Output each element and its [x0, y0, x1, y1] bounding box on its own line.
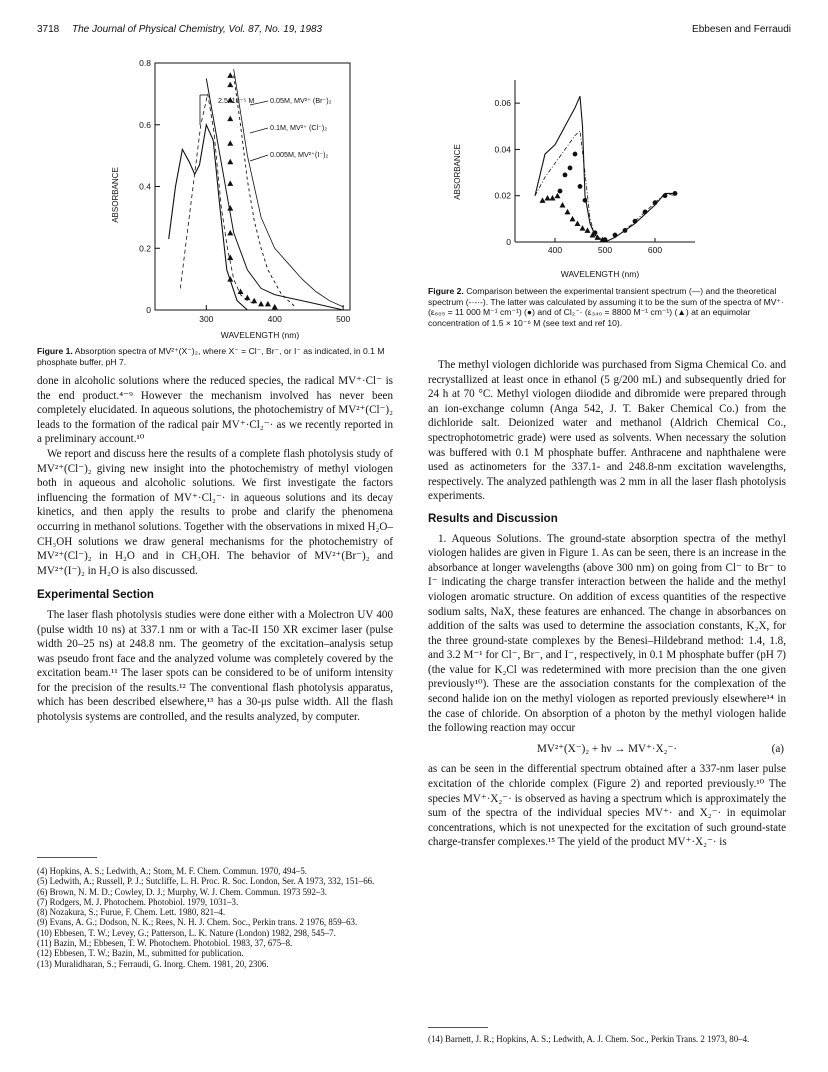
reference-item: (7) Rodgers, M. J. Photochem. Photobiol. 1979, 1031–3.	[37, 896, 239, 907]
x-tick-label: 600	[647, 245, 663, 255]
triangle-marker	[560, 202, 566, 208]
y-tick-label: 0.6	[139, 119, 151, 130]
circle-marker	[568, 166, 573, 171]
y-tick-label: 0.8	[139, 58, 151, 68]
circle-marker	[613, 233, 618, 238]
x-tick-label: 400	[267, 314, 282, 324]
annotation-label: 0.005M, MV²⁺(I⁻)₂	[270, 150, 329, 159]
circle-marker	[578, 184, 583, 189]
circle-marker	[558, 189, 563, 194]
figure-1-xlabel: WAVELENGTH (nm)	[220, 330, 300, 340]
right-references	[428, 1034, 786, 1044]
triangle-marker	[265, 301, 271, 307]
theoretical-line	[535, 131, 675, 242]
circle-marker	[663, 193, 668, 198]
left-column	[37, 374, 393, 725]
equation-tag: (a)	[771, 742, 784, 755]
circle-marker	[633, 219, 638, 224]
triangle-marker	[258, 301, 264, 307]
annotation-line	[250, 155, 268, 161]
figure-2-chart	[440, 72, 705, 282]
circle-marker	[573, 152, 578, 157]
right-paragraph-3: as can be seen in the differential spectrum obtained after a 337-nm laser pulse excitation of the chloride complex (Figure 2) and reported previously.¹⁰ The species MV⁺·X₂⁻· is observed as having a spectrum which is approximately the sum of the spectra of the individual species MV⁺· and X₂⁻· in equimolar concentrations, which is not unexpected for the excitation of such ground-state charge-transfer complexes.¹⁵ The yield of the product MV⁺·X₂⁻· is	[428, 763, 786, 849]
y-tick-label: 0.06	[494, 98, 511, 109]
triangle-marker	[227, 276, 233, 282]
footnote-rule-right	[428, 1027, 488, 1028]
circle-marker	[643, 210, 648, 215]
triangle-marker	[244, 295, 250, 301]
reference-item: (4) Hopkins, A. S.; Ledwith, A.; Stom, M. F. Chem. Commun. 1970, 494–5.	[37, 866, 307, 876]
figure-2-ylabel: ABSORBANCE	[453, 144, 462, 200]
experimental-line	[535, 96, 675, 242]
triangle-marker	[570, 216, 576, 222]
journal-title: The Journal of Physical Chemistry, Vol. 87, No. 19, 1983	[72, 24, 323, 35]
triangle-marker	[540, 197, 546, 202]
y-tick-label: 0.02	[494, 190, 511, 201]
triangle-marker	[227, 230, 233, 236]
series-line-bromide	[234, 75, 296, 307]
triangle-marker	[227, 180, 233, 186]
y-tick-label: 0	[146, 305, 151, 315]
x-tick-label: 400	[547, 245, 563, 255]
reference-item: (8) Nozakura, S.; Furue, F. Chem. Lett. 1980, 821–4.	[37, 907, 226, 918]
triangle-marker	[227, 82, 233, 88]
reference-item: (13) Muralidharan, S.; Ferraudi, G. Inorg. Chem. 1981, 20, 2306.	[37, 958, 269, 969]
figure-1-caption-text: Absorption spectra of MV²⁺(X⁻)₂, where X⁻ = Cl⁻, Br⁻, or I⁻ as indicated, in 0.1 M phosphate buffer, pH 7.	[37, 346, 385, 367]
y-tick-label: 0	[506, 237, 511, 247]
triangle-marker	[565, 209, 571, 215]
figure-2-caption-text: Comparison between the experimental transient spectrum (—) and the theoretical spectrum (-·-·-). The latter was calculated by assuming it to be the sum of the spectra of MV⁺· (ε₆₀₅ = 11 000 M⁻¹ cm⁻¹) (●) and of Cl₂⁻· (ε₃₄₀ = 8800 M⁻¹ cm⁻¹) (▲) at an equimolar concentration of 1.5 × 10⁻⁶ M (see text and ref 10).	[428, 286, 784, 328]
annotation-label: 0.1M, MV²⁺ (Cl⁻)₂	[270, 123, 328, 132]
x-tick-label: 500	[336, 314, 351, 324]
annotation-label: 0.05M, MV²⁺ (Br⁻)₂	[270, 96, 332, 105]
right-paragraph-2: 1. Aqueous Solutions. The ground-state absorption spectra of the methyl viologen halides are given in Figure 1. As can be seen, there is an increase in the absorbance at longer wavelengths (above 300 nm) on going from Cl⁻ to Br⁻ to I⁻ indicating the charge transfer interaction between the halide and the methyl viologen aromatic structure. On addition of excess quantities of the respective sodium salts, NaX, these features are enhanced. The change in absorbances on addition of the salts was used to determine the association constants, K₂X, for the three ground-state complexes by the Benesi–Hildebrand method: 1.4, 1.8, and 3.2 M⁻¹ for Cl⁻, Br⁻, and I⁻, respectively, in 0.1 M phosphate buffer (pH 7) (the value for K₂Cl was redetermined with more precision than the one given previously¹⁰). These are the association constants for the complexation of the second halide ion on the methyl viologen as reported previously elsewhere¹⁴ in the case of chloride. On absorption of a photon by the methyl viologen halide the following reaction may occur	[428, 532, 786, 735]
left-paragraph-1: done in alcoholic solutions where the reduced species, the radical MV⁺·Cl⁻ is the end product.⁴⁻⁹ However the mechanism involved has never been completely elucidated. In aqueous solutions, the photochemistry of MV²⁺(Cl⁻)₂ leads to the formation of the radical pair MV⁺·Cl₂⁻· as we recently reported in a preliminary account.¹⁰	[37, 375, 393, 446]
equation-text: MV²⁺(X⁻)₂ + hν → MV⁺·X₂⁻·	[536, 742, 678, 755]
left-paragraph-2: We report and discuss here the results of a complete flash photolysis study of MV²⁺(Cl⁻)₂ giving new insight into the photochemistry of methyl viologen both in aqueous and alcoholic solutions. We first investigate the factors influencing the formation of MV⁺·Cl₂⁻· in aqueous solutions and its decay kinetics, and then apply the results to probe and clarify the phenomena occurring in methanol solutions. Together with the observations in mixed H₂O–CH₃OH solutions we draw general mechanisms for the photochemistry of MV²⁺(Cl⁻)₂ in H₂O and in CH₃OH. The behavior of MV²⁺(Br⁻)₂ and MV²⁺(I⁻)₂ in H₂O is also discussed.	[37, 447, 393, 577]
series-line-dashed	[180, 94, 255, 304]
reference-item: (12) Ebbesen, T. W.; Bazin, M., submitted for publication.	[37, 948, 244, 959]
triangle-marker	[227, 159, 233, 165]
triangle-marker	[227, 255, 233, 261]
triangle-marker	[550, 195, 556, 201]
x-tick-label: 500	[597, 245, 613, 255]
section-heading-results: Results and Discussion	[428, 512, 558, 525]
y-tick-label: 0.4	[139, 181, 151, 192]
right-paragraph-1: The methyl viologen dichloride was purchased from Sigma Chemical Co. and recrystallized at least once in ethanol (5 g/200 mL) and subsequently dried for 24 h at 70 °C. Methyl viologen diiodide and dibromide were prepared through an ion-exchange column (Anga 542, J. T. Baker Chemical Co.) from the dichloride salt. Deionized water and methanol (Aldrich Chemical Co., spectrophotometric grade) were used as solvents. When necessary the solution was buffered with 0.1 M phosphate buffer. Anthracene and naphthalene were used as actinometers for the 337.1- and 248.8-nm excitation wavelengths, respectively. The analyzed pathlength was 2 mm in all the laser flash photolysis experiments.	[428, 359, 786, 503]
triangle-marker	[227, 116, 233, 122]
reference-item: (10) Ebbesen, T. W.; Levey, G.; Patterson, L. K. Nature (London) 1982, 298, 545–7.	[37, 927, 336, 938]
figure-1-ylabel: ABSORBANCE	[111, 167, 120, 223]
reference-item: (11) Bazin, M.; Ebbesen, T. W. Photochem. Photobiol. 1983, 37, 675–8.	[37, 938, 293, 949]
reference-item: (14) Barnett, J. R.; Hopkins, A. S.; Ledwith, A. J. Chem. Soc., Perkin Trans. 2 1973, 80–4.	[428, 1034, 750, 1044]
triangle-marker	[585, 227, 591, 233]
page-number: 3718	[37, 24, 60, 35]
equation-a	[428, 742, 786, 757]
figure-1-chart	[100, 55, 395, 345]
figure-2-caption	[428, 286, 786, 328]
triangle-marker	[272, 304, 278, 310]
circle-marker	[563, 172, 568, 177]
running-authors: Ebbesen and Ferraudi	[692, 24, 791, 35]
right-column	[428, 358, 786, 850]
y-tick-label: 0.04	[494, 144, 511, 155]
footnote-rule-left	[37, 857, 97, 858]
y-tick-label: 0.2	[139, 243, 151, 254]
circle-marker	[623, 228, 628, 233]
triangle-marker	[227, 205, 233, 211]
reference-item: (6) Brown, N. M. D.; Cowley, D. J.; Murphy, W. J. Chem. Commun. 1973 592–3.	[37, 886, 327, 897]
triangle-marker	[227, 140, 233, 146]
triangle-marker	[555, 193, 561, 199]
reference-item: (5) Ledwith, A.; Russell, P. J.; Sutcliffe, L. H. Proc. R. Soc. London, Ser. A 1973, 332, 151–66.	[37, 876, 375, 887]
figure-1-caption	[37, 346, 387, 367]
reference-item: (9) Evans, A. G.; Dodson, N. K.; Rees, N. H. J. Chem. Soc., Perkin trans. 2 1976, 859–63.	[37, 917, 358, 928]
circle-marker	[653, 200, 658, 205]
triangle-marker	[251, 298, 257, 304]
section-heading-experimental: Experimental Section	[37, 589, 154, 602]
figure-2-xlabel: WAVELENGTH (nm)	[560, 269, 640, 279]
circle-marker	[673, 191, 678, 196]
circle-marker	[583, 198, 588, 203]
annotation-line	[250, 128, 268, 133]
left-references	[37, 866, 393, 969]
series-line-chloride	[206, 78, 343, 310]
series-line-dilute	[169, 125, 248, 310]
x-tick-label: 300	[199, 314, 214, 324]
left-paragraph-3: The laser flash photolysis studies were done either with a Molectron UV 400 (pulse width 10 ns) at 337.1 nm or with a Tac-II 150 XR excimer laser (pulse width 20–25 ns) at 248.8 nm. The geometry of the excitation–analysis setup was pseudo front face and the analyzed volume was completely covered by the excitation beam.¹¹ The laser spots can be considered to be of uniform intensity for the precision of the results.¹² The conventional flash photolysis apparatus, which has been described elsewhere,¹³ has a 30-μs pulse width. All the flash photolysis systems are controlled, and the results analyzed, by computer.	[37, 608, 393, 724]
triangle-marker	[227, 72, 233, 78]
figure-2-caption-label: Figure 2.	[428, 286, 464, 296]
triangle-marker	[545, 195, 551, 201]
figure-1-caption-label: Figure 1.	[37, 346, 73, 356]
annotation-label: 2.5x10⁻⁵ M	[218, 96, 255, 105]
